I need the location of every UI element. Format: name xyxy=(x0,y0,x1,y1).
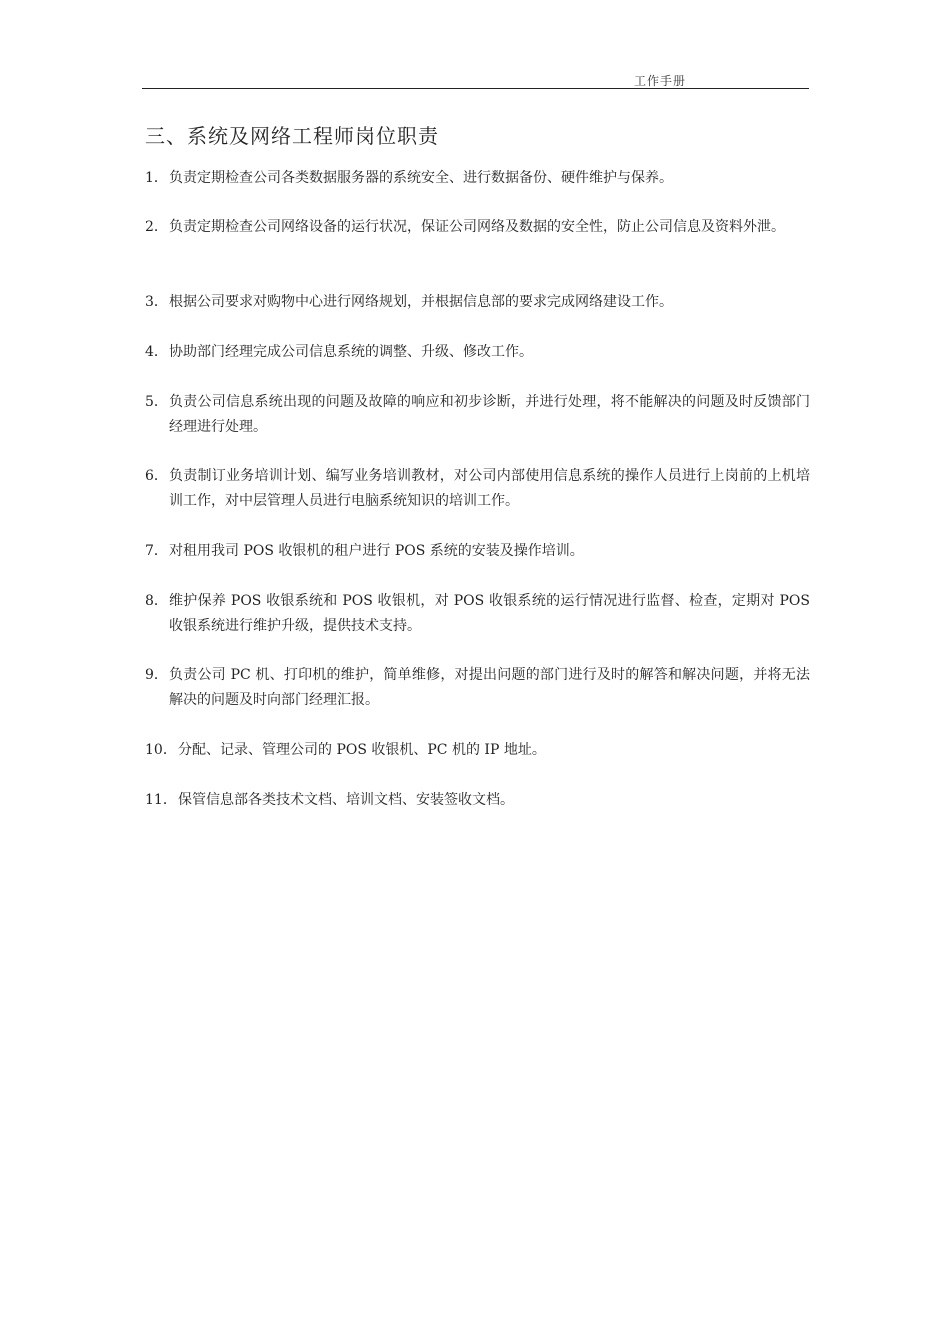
item-text: 对租用我司 POS 收银机的租户进行 POS 系统的安装及操作培训。 xyxy=(169,543,584,559)
list-item xyxy=(145,738,810,763)
header-divider xyxy=(142,88,809,89)
item-text: 分配、记录、管理公司的 POS 收银机、PC 机的 IP 地址。 xyxy=(178,742,546,758)
item-text: 负责公司 PC 机、打印机的维护，简单维修，对提出问题的部门进行及时的解答和解决问题，并将无法解决的问题及时向部门经理汇报。 xyxy=(169,667,810,708)
list-item xyxy=(145,464,810,514)
item-number: 6． xyxy=(145,468,168,484)
item-number: 5． xyxy=(145,394,168,410)
item-number: 11． xyxy=(145,792,177,808)
list-item xyxy=(145,663,810,713)
item-text: 负责定期检查公司网络设备的运行状况，保证公司网络及数据的安全性，防止公司信息及资料外泄。 xyxy=(169,219,785,235)
item-text: 维护保养 POS 收银系统和 POS 收银机，对 POS 收银系统的运行情况进行监督、检查，定期对 POS 收银系统进行维护升级，提供技术支持。 xyxy=(169,593,810,634)
item-number: 1． xyxy=(145,170,168,186)
item-text: 负责公司信息系统出现的问题及故障的响应和初步诊断，并进行处理，将不能解决的问题及时反馈部门经理进行处理。 xyxy=(169,394,810,435)
item-number: 10． xyxy=(145,742,177,758)
item-number: 4． xyxy=(145,344,168,360)
list-item xyxy=(145,166,810,191)
list-item xyxy=(145,390,810,440)
item-number: 8． xyxy=(145,593,168,609)
section-title: 三、系统及网络工程师岗位职责 xyxy=(145,124,439,148)
list-item xyxy=(145,788,810,813)
item-number: 7． xyxy=(145,543,168,559)
list-item xyxy=(145,215,810,240)
item-text: 协助部门经理完成公司信息系统的调整、升级、修改工作。 xyxy=(169,344,533,360)
item-number: 2． xyxy=(145,219,168,235)
item-text: 负责定期检查公司各类数据服务器的系统安全、进行数据备份、硬件维护与保养。 xyxy=(169,170,673,186)
item-text: 保管信息部各类技术文档、培训文档、安装签收文档。 xyxy=(178,792,514,808)
item-number: 9． xyxy=(145,667,168,683)
list-item xyxy=(145,290,810,315)
item-text: 负责制订业务培训计划、编写业务培训教材，对公司内部使用信息系统的操作人员进行上岗前的上机培训工作，对中层管理人员进行电脑系统知识的培训工作。 xyxy=(169,468,810,509)
list-item xyxy=(145,539,810,564)
item-number: 3． xyxy=(145,294,168,310)
list-item xyxy=(145,340,810,365)
running-header-label: 工作手册 xyxy=(633,74,686,88)
list-item xyxy=(145,589,810,639)
item-text: 根据公司要求对购物中心进行网络规划，并根据信息部的要求完成网络建设工作。 xyxy=(169,294,673,310)
